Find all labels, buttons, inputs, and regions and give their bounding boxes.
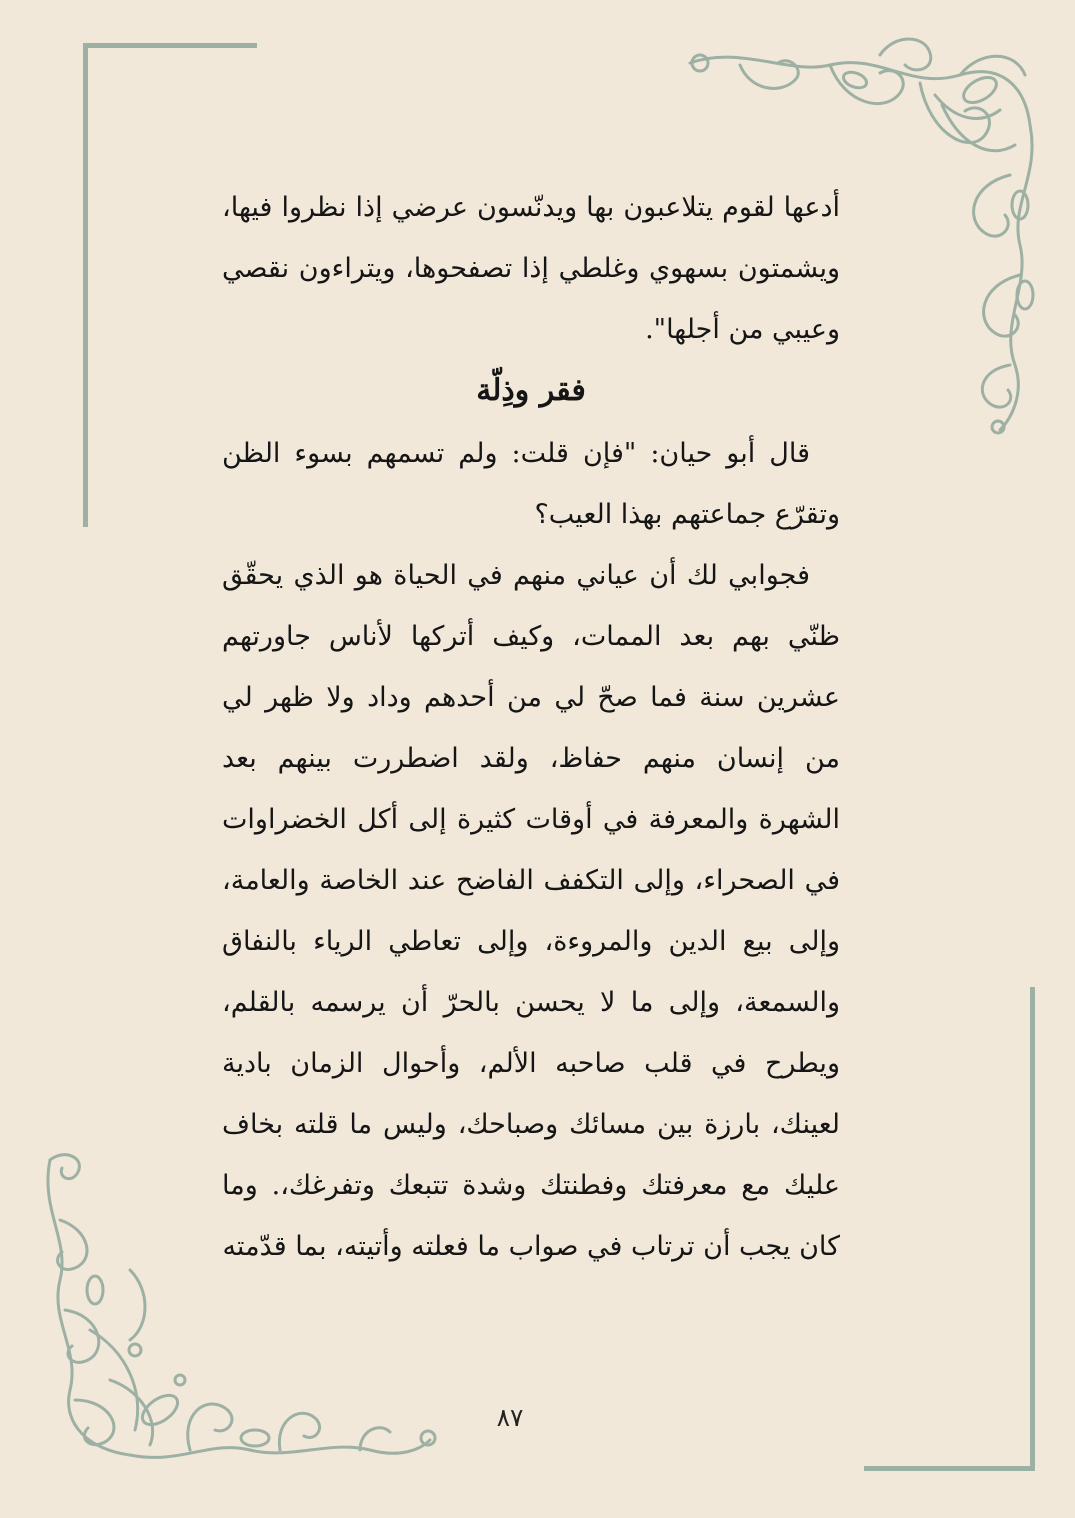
frame-top-left-vertical <box>83 43 88 527</box>
frame-bottom-right-vertical <box>1030 987 1035 1471</box>
opening-paragraph: أدعها لقوم يتلاعبون بها ويدنّسون عرضي إذا نظروا فيها، ويشمتون بسهوي وغلطي إذا تصفحوها، ويتراءون نقصي وعيبي من أجلها". <box>222 192 840 345</box>
section-heading: فقر وذِلّة <box>476 373 586 408</box>
body-text-block <box>222 423 840 1277</box>
frame-bottom-right-horizontal <box>864 1466 1035 1471</box>
page-number: ٨٧ <box>496 1403 524 1432</box>
opening-paragraph-block <box>222 177 840 360</box>
frame-top-left-horizontal <box>83 43 257 48</box>
question-paragraph: قال أبو حيان: "فإن قلت: ولم تسمهم بسوء الظن وتقرّع جماعتهم بهذا العيب؟ <box>222 438 840 530</box>
answer-paragraph: فجوابي لك أن عياني منهم في الحياة هو الذي يحقّق ظنّي بهم بعد الممات، وكيف أتركها لأناس جاورتهم عشرين سنة فما صحّ لي من أحدهم وداد ولا ظهر لي من إنسان منهم حفاظ، ولقد اضطررت بينهم بعد الشهرة والمعرفة في أوقات كثيرة إلى أكل الخضراوات في الصحراء، وإلى التكفف الفاضح عند الخاصة والعامة، وإلى بيع الدين والمروءة، وإلى تعاطي الرياء بالنفاق والسمعة، وإلى ما لا يحسن بالحرّ أن يرسمه بالقلم، ويطرح في قلب صاحبه الألم، وأحوال الزمان بادية لعينك، بارزة بين مسائك وصباحك، وليس ما قلته بخاف عليك مع معرفتك وفطنتك وشدة تتبعك وتفرغك،. وما كان يجب أن ترتاب في صواب ما فعلته وأتيته، بما قدّمته <box>222 560 840 1262</box>
